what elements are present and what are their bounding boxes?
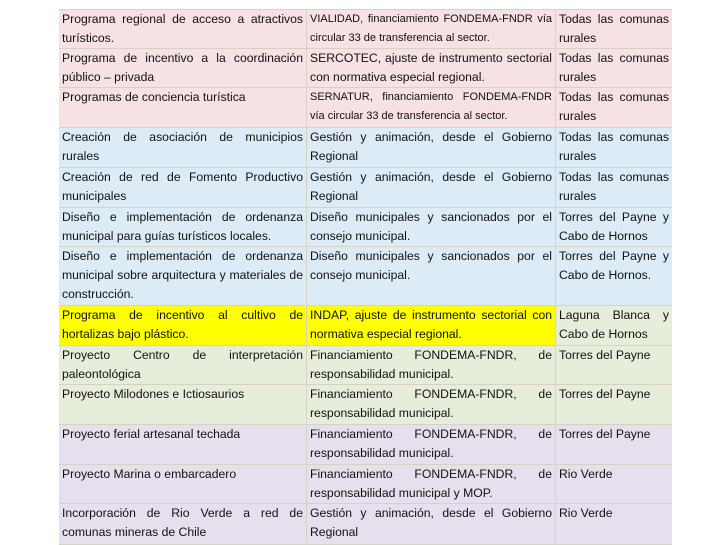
program-cell: Programas de conciencia turística: [62, 90, 246, 104]
program-cell: Creación de asociación de municipios rurales: [62, 130, 303, 164]
program-cell: Creación de red de Fomento Productivo municipales: [62, 170, 303, 204]
instrument-cell: Financiamiento FONDEMA-FNDR, de responsabilidad municipal.: [306, 385, 555, 424]
instrument-cell: Financiamiento FONDEMA-FNDR, de responsabilidad municipal.: [306, 346, 555, 384]
instrument-cell: Gestión y animación, desde el Gobierno Regional: [306, 128, 555, 167]
program-cell: Programa regional de acceso a atractivos turísticos.: [62, 12, 303, 46]
instrument-cell: Financiamiento FONDEMA-FNDR, de responsabilidad municipal.: [306, 425, 555, 464]
program-cell: Proyecto Marina o embarcadero: [62, 467, 237, 481]
table-row: [59, 127, 672, 167]
territory-cell: Torres del Payne y Cabo de Hornos: [555, 208, 672, 246]
program-cell: Proyecto Centro de interpretación paleontológica: [62, 348, 303, 382]
instrument-cell: Gestión y animación, desde el Gobierno Regional: [306, 168, 555, 207]
table-row: [59, 305, 672, 345]
instrument-cell: VIALIDAD, financiamiento FONDEMA-FNDR vía circular 33 de transferencia al sector.: [306, 10, 555, 48]
territory-cell: Todas las comunas rurales: [555, 88, 672, 127]
territory-cell: Todas las comunas rurales: [555, 128, 672, 167]
territory-cell: Torres del Payne: [555, 346, 672, 384]
table-row: [59, 9, 672, 48]
territory-cell: Todas las comunas rurales: [555, 10, 672, 48]
table-row: [59, 48, 672, 87]
territory-cell: Laguna Blanca y Cabo de Hornos: [555, 306, 672, 345]
instrument-cell: Financiamiento FONDEMA-FNDR, de responsabilidad municipal y MOP.: [306, 465, 555, 503]
policy-table: [59, 9, 672, 545]
territory-cell: Torres del Payne: [555, 425, 672, 464]
instrument-cell: SERNATUR, financiamiento FONDEMA-FNDR vía circular 33 de transferencia al sector.: [306, 88, 555, 127]
table-row: [59, 384, 672, 424]
program-cell: Programa de incentivo a la coordinación público – privada: [62, 51, 303, 85]
table-row: [59, 207, 672, 246]
program-cell: Programa de incentivo al cultivo de hortalizas bajo plástico.: [62, 308, 303, 342]
territory-cell: Torres del Payne: [555, 385, 672, 424]
program-cell: Proyecto ferial artesanal techada: [62, 427, 241, 441]
instrument-cell: Diseño municipales y sancionados por el consejo municipal.: [306, 208, 555, 246]
table-row: [59, 464, 672, 503]
program-cell: Diseño e implementación de ordenanza municipal sobre arquitectura y materiales de construcción.: [62, 249, 303, 302]
table-row: [59, 246, 672, 305]
instrument-cell: INDAP, ajuste de instrumento sectorial con normativa especial regional.: [306, 306, 555, 345]
instrument-cell: Gestión y animación, desde el Gobierno Regional: [306, 504, 555, 544]
instrument-cell: Diseño municipales y sancionados por el consejo municipal.: [306, 247, 555, 305]
territory-cell: Torres del Payne y Cabo de Hornos.: [555, 247, 672, 305]
table-row: [59, 167, 672, 207]
program-cell: Diseño e implementación de ordenanza municipal para guías turísticos locales.: [62, 210, 303, 244]
program-cell: Incorporación de Rio Verde a red de comunas mineras de Chile: [62, 506, 303, 540]
territory-cell: Todas las comunas rurales: [555, 168, 672, 207]
table-row: [59, 424, 672, 464]
territory-cell: Todas las comunas rurales: [555, 49, 672, 87]
program-cell: Proyecto Milodones e Ictiosaurios: [62, 387, 245, 401]
territory-cell: Rio Verde: [555, 465, 672, 503]
table-row: [59, 87, 672, 127]
table-row: [59, 503, 672, 545]
instrument-cell: SERCOTEC, ajuste de instrumento sectorial con normativa especial regional.: [306, 49, 555, 87]
table-row: [59, 345, 672, 384]
territory-cell: Rio Verde: [555, 504, 672, 544]
